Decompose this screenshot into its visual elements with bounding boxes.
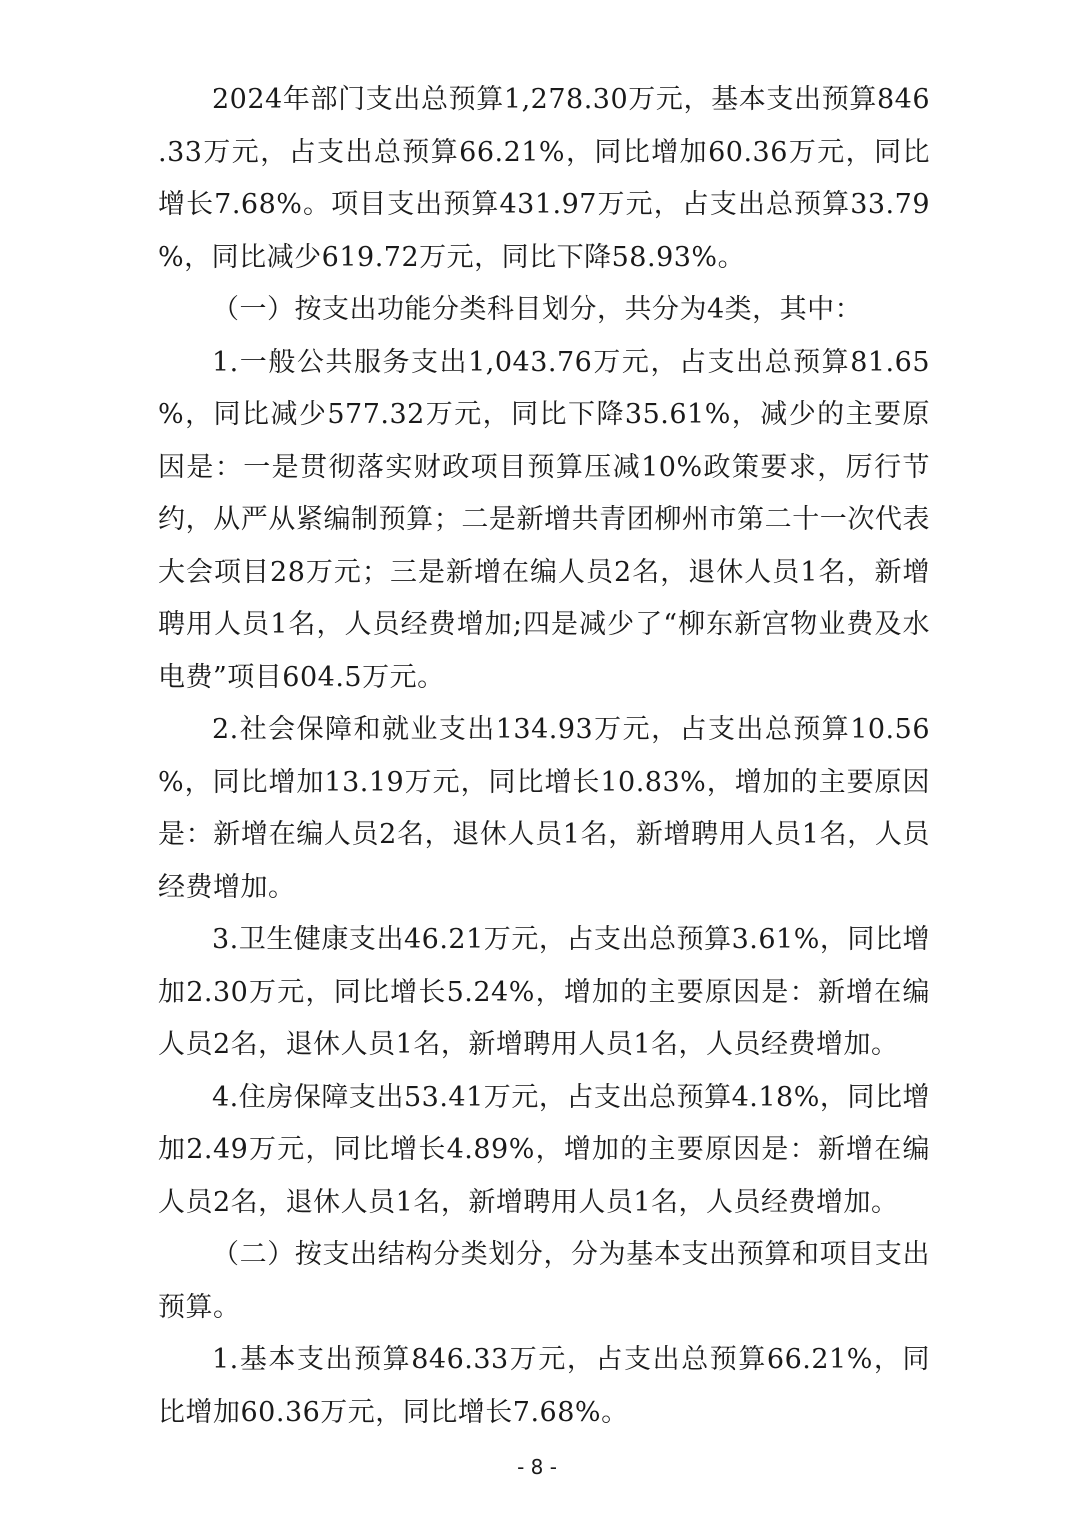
section-heading-structural-classification: （二）按支出结构分类划分，分为基本支出预算和项目支出预算。: [158, 1239, 930, 1323]
paragraph-general-public-services: 1.一般公共服务支出1,043.76万元，占支出总预算81.65%，同比减少577.32万元，同比下降35.61%，减少的主要原因是：一是贯彻落实财政项目预算压减10%政策要求，厉行节约，从严从紧编制预算；二是新增共青团柳州市第二十一次代表大会项目28万元；三是新增在编人员2名，退休人员1名，新增聘用人员1名，人员经费增加;四是减少了“柳东新宫物业费及水电费”项目604.5万元。: [158, 346, 930, 693]
paragraph-housing-security: 4.住房保障支出53.41万元，占支出总预算4.18%，同比增加2.49万元，同比增长4.89%，增加的主要原因是：新增在编人员2名，退休人员1名，新增聘用人员1名，人员经费增加。: [158, 1081, 930, 1218]
section-heading-functional-classification: （一）按支出功能分类科目划分，共分为4类，其中：: [212, 294, 863, 325]
paragraph-health: 3.卫生健康支出46.21万元，占支出总预算3.61%，同比增加2.30万元，同比增长5.24%，增加的主要原因是：新增在编人员2名，退休人员1名，新增聘用人员1名，人员经费增加。: [158, 924, 930, 1060]
paragraph-budget-overview: 2024年部门支出总预算1,278.30万元，基本支出预算846.33万元，占支出总预算66.21%，同比增加60.36万元，同比增长7.68%。项目支出预算431.97万元，占支出总预算33.79%，同比减少619.72万元，同比下降58.93%。: [158, 84, 930, 273]
paragraph-basic-expenditure: 1.基本支出预算846.33万元，占支出总预算66.21%，同比增加60.36万元，同比增长7.68%。: [158, 1344, 930, 1428]
page-number: - 8 -: [517, 1455, 557, 1479]
document-body: [158, 74, 930, 1439]
paragraph-social-security-employment: 2.社会保障和就业支出134.93万元，占支出总预算10.56%，同比增加13.19万元，同比增长10.83%，增加的主要原因是：新增在编人员2名，退休人员1名，新增聘用人员1名，人员经费增加。: [158, 714, 930, 903]
